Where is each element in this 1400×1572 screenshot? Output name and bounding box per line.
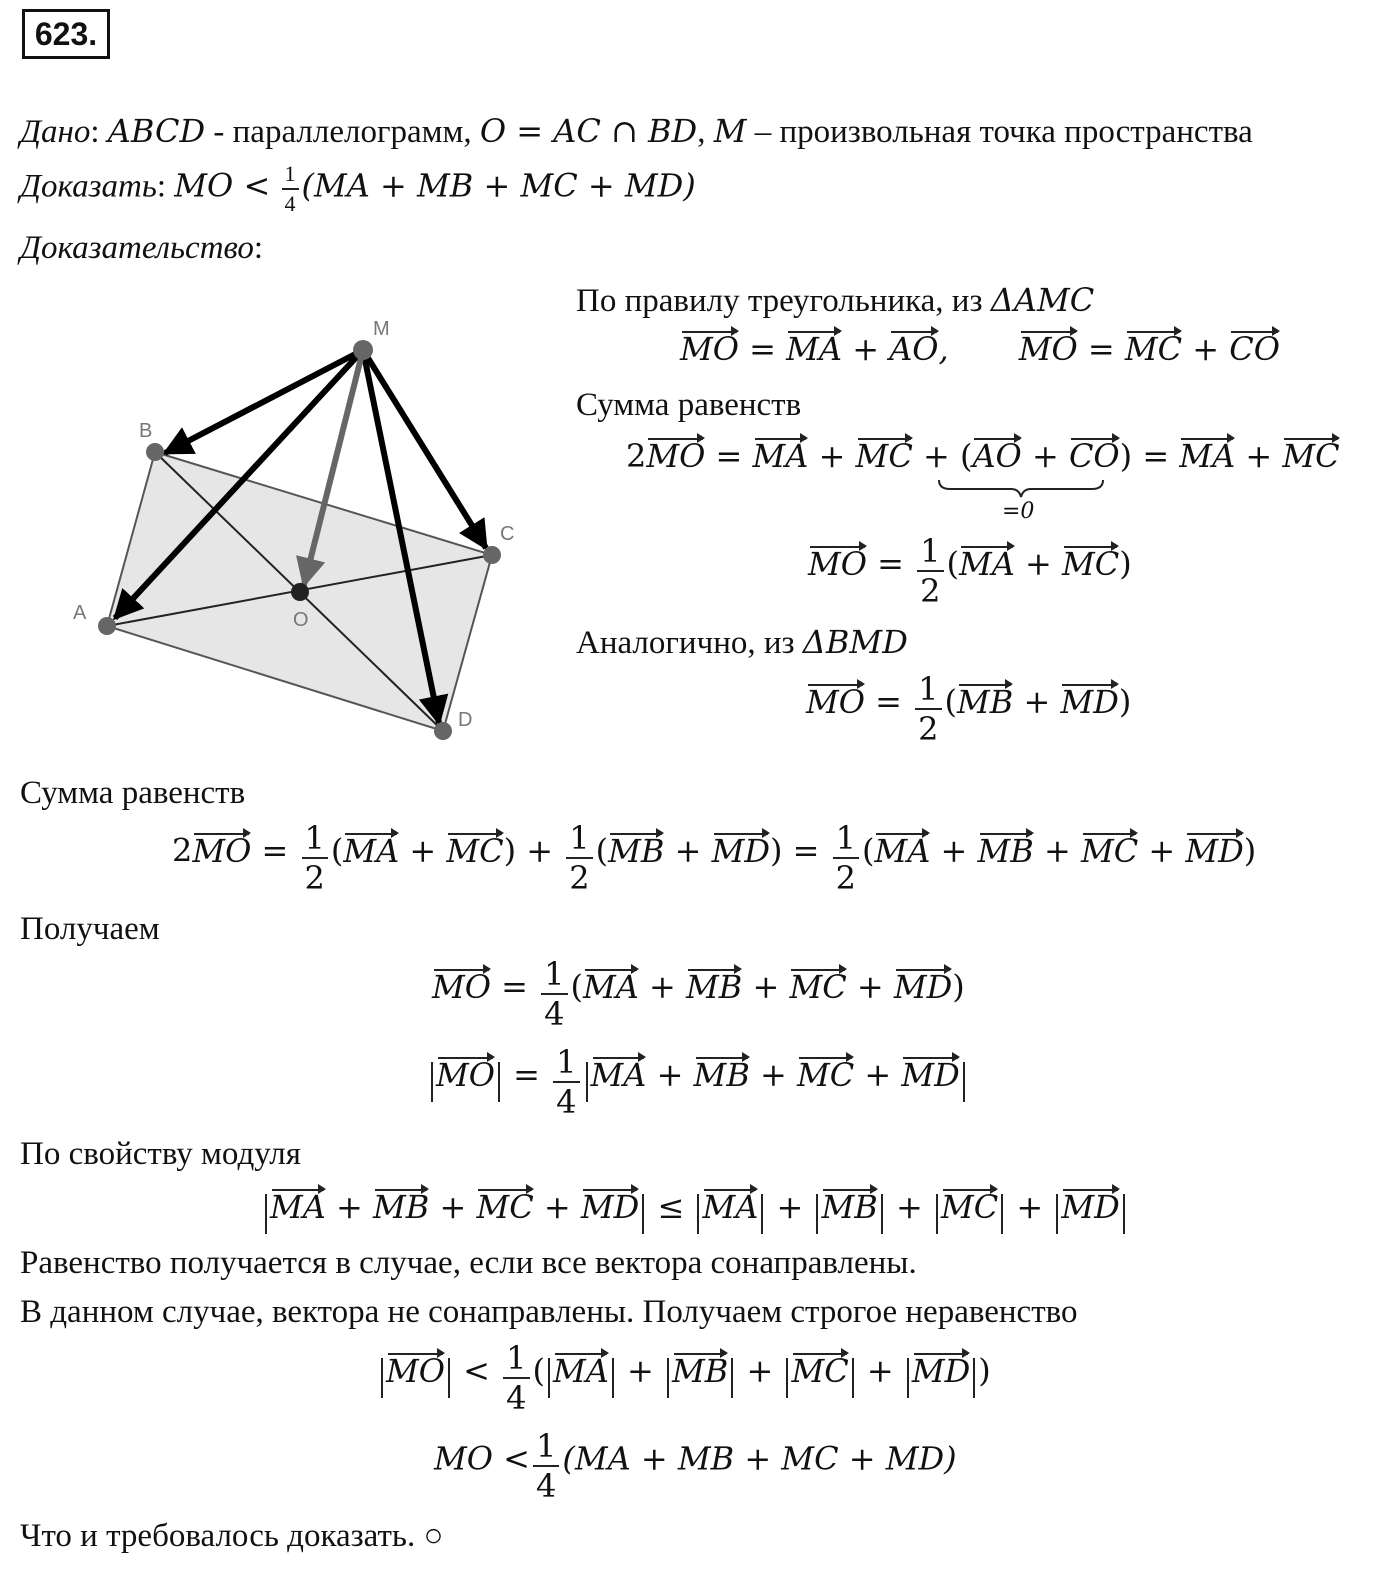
vec-mc-2: MC (855, 437, 913, 475)
plus-sign: + (885, 1188, 933, 1226)
abs-bar (612, 1358, 614, 1398)
left-paren: ( (946, 544, 959, 583)
le-sign: ≤ (647, 1188, 695, 1226)
coef-two: 2 (626, 437, 647, 475)
frac-den: 2 (920, 572, 941, 610)
sum-of-equalities-1: Сумма равенств (576, 387, 802, 423)
proof-colon: : (253, 230, 264, 266)
prove-frac-num: 1 (282, 163, 299, 190)
plus-sign: + (766, 1188, 814, 1226)
analogously-text: Аналогично, из (576, 625, 803, 661)
plus-sign: + (930, 831, 978, 870)
fraction-half (833, 819, 859, 897)
abs-bar (907, 1358, 909, 1398)
prove-fraction (282, 163, 299, 215)
right-paren: ) (1118, 682, 1132, 721)
vec-mo-7: MO (432, 967, 491, 1006)
frac-num: 1 (503, 1342, 529, 1379)
vec-mc-4: MC (1062, 544, 1120, 583)
abs-bar (852, 1358, 854, 1398)
right-paren: ) (978, 1351, 991, 1390)
label-d: D (458, 709, 473, 731)
fraction-quarter (533, 1427, 559, 1505)
problem-number: 623. (22, 9, 110, 59)
final-rhs: (MA + MB + MC + MD) (562, 1439, 957, 1478)
vec-mo-9: MO (386, 1351, 445, 1390)
left-paren: ( (570, 967, 583, 1006)
left-paren: ( (861, 831, 875, 870)
vec-md-6: MD (580, 1188, 640, 1226)
given-o-definition: O = AC ∩ BD (479, 112, 698, 150)
eq-sign: = (865, 682, 913, 721)
right-paren: ) (1119, 437, 1133, 475)
vec-mb-8: MB (672, 1351, 729, 1390)
frac-den: 2 (569, 859, 590, 897)
abs-bar (1056, 1194, 1058, 1234)
triangle-amc: ΔAMC (990, 281, 1095, 319)
vec-md-2: MD (711, 831, 770, 870)
point-b (146, 443, 164, 461)
plus-sign: + (664, 831, 712, 870)
eq-sign: = (739, 330, 787, 368)
vec-ma-9: MA (270, 1188, 326, 1226)
left-paren: ( (959, 437, 973, 475)
vec-mb-4: MB (686, 967, 743, 1006)
right-paren: ) (769, 831, 783, 870)
plus-sign: + (1014, 544, 1063, 583)
abs-bar (265, 1194, 267, 1234)
prove-colon: : (156, 168, 175, 205)
frac-num: 1 (915, 673, 941, 710)
plus-sign: + (742, 967, 790, 1006)
plus-sign: + (912, 437, 960, 475)
right-paren: ) (1119, 544, 1132, 583)
abs-bar (642, 1194, 644, 1234)
analogously-line (576, 623, 908, 662)
abs-bar (881, 1194, 883, 1234)
triangle-inequality (262, 1188, 1128, 1234)
vec-ma-2: MA (752, 437, 809, 475)
vec-mc-9: MC (476, 1188, 534, 1226)
fraction-quarter (541, 955, 567, 1033)
left-paren: ( (595, 831, 609, 870)
vec-mc-8: MC (796, 1055, 855, 1094)
plus-sign: + (399, 831, 447, 870)
vec-ma-6: MA (874, 831, 931, 870)
given-comma: , (697, 114, 714, 150)
abs-bar (761, 1194, 763, 1234)
triangle-equations (680, 330, 1280, 368)
label-a: A (73, 602, 87, 624)
vec-mb-5: MB (693, 1055, 750, 1094)
proof-label: Доказательство (20, 230, 254, 266)
label-m: M (373, 318, 390, 340)
frac-num: 1 (553, 1046, 579, 1083)
qed-line: Что и требовалось доказать. ○ (20, 1518, 444, 1554)
plus-sign: + (846, 967, 894, 1006)
right-paren: ) (503, 831, 517, 870)
vec-co-2: CO (1068, 437, 1120, 475)
modulus-property: По свойству модуля (20, 1136, 301, 1172)
given-rest: – произвольная точка пространства (746, 114, 1253, 150)
fraction-quarter (503, 1339, 529, 1417)
abs-bar (448, 1358, 450, 1398)
abs-bar (1123, 1194, 1125, 1234)
abs-bar (431, 1062, 433, 1102)
abs-bar (667, 1358, 669, 1398)
vec-mo-2: MO (1018, 330, 1078, 368)
vec-mc-6: MC (1080, 831, 1139, 870)
frac-den: 4 (556, 1083, 577, 1121)
vec-mb-1: MB (957, 682, 1014, 721)
frac-den: 4 (544, 995, 565, 1033)
mo-abs-quarter-sum (428, 1043, 968, 1121)
given-line (20, 112, 1253, 151)
plus-sign: + (749, 1055, 797, 1094)
given-parallelogram: - параллелограмм, (205, 114, 480, 150)
eq-sign: = (1077, 330, 1125, 368)
right-paren: ) (952, 967, 965, 1006)
triangle-rule-line (576, 281, 1094, 320)
fraction-quarter (553, 1043, 579, 1121)
vec-mo-8: MO (436, 1055, 495, 1094)
frac-num: 1 (566, 822, 592, 859)
vec-md-4: MD (893, 967, 953, 1006)
sum-equation-1 (626, 437, 1340, 475)
vec-md-8: MD (911, 1351, 971, 1390)
comma-sign: , (938, 330, 949, 368)
vec-mo-1: MO (680, 330, 739, 368)
plus-sign: + (325, 1188, 374, 1226)
vec-ma-5: MA (343, 831, 400, 870)
proof-heading (20, 230, 263, 267)
vec-ao-2: AO (972, 437, 1022, 475)
eq-sign: = (503, 1055, 551, 1094)
plus-sign: + (1235, 437, 1283, 475)
plus-sign: + (533, 1188, 581, 1226)
point-m (353, 340, 373, 360)
vec-ma-3: MA (1179, 437, 1236, 475)
left-paren: ( (532, 1351, 545, 1390)
abs-bar (381, 1358, 383, 1398)
frac-num: 1 (917, 535, 943, 572)
plus-sign: + (856, 1351, 904, 1390)
fraction-half (915, 670, 941, 748)
frac-den: 2 (835, 859, 856, 897)
abs-bar (963, 1062, 965, 1102)
zero-vector-label: =0 (1002, 499, 1035, 524)
point-a (98, 617, 116, 635)
frac-den: 2 (918, 710, 939, 748)
plus-sign: + (1033, 831, 1081, 870)
abs-bar (816, 1194, 818, 1234)
frac-den: 4 (506, 1379, 527, 1417)
vec-md-1: MD (1060, 682, 1119, 721)
vec-ma-4: MA (959, 544, 1015, 583)
underbrace (936, 478, 1106, 500)
abs-bar (548, 1358, 550, 1398)
abs-bar (586, 1062, 588, 1102)
label-o: O (293, 609, 309, 631)
mo-half-mb-md (806, 670, 1132, 748)
abs-bar (1001, 1194, 1003, 1234)
vec-mb-6: MB (373, 1188, 430, 1226)
vec-ma-8: MA (590, 1055, 647, 1094)
plus-sign: + (1021, 437, 1069, 475)
plus-sign: + (646, 1055, 694, 1094)
label-c: C (500, 523, 515, 545)
sum-of-equalities-2: Сумма равенств (20, 775, 246, 811)
strict-inequality-vectors (378, 1339, 991, 1417)
vec-mb-2: MB (608, 831, 665, 870)
vec-md-5: MD (901, 1055, 960, 1094)
vector-mb-arrow (165, 350, 363, 453)
eq-sign: = (1132, 437, 1180, 475)
abs-bar (498, 1062, 500, 1102)
fraction-half (566, 819, 592, 897)
sum-equation-2 (172, 819, 1257, 897)
eq-sign: = (867, 544, 915, 583)
vec-mc-7: MC (789, 967, 847, 1006)
eq-sign: = (705, 437, 753, 475)
frac-num: 1 (541, 958, 567, 995)
vec-mo-4: MO (808, 544, 867, 583)
vec-ao-1: AO (889, 330, 939, 368)
abs-bar (786, 1358, 788, 1398)
given-m: M (713, 112, 747, 150)
prove-lhs: MO < (174, 166, 271, 205)
prove-frac-den: 4 (284, 191, 296, 216)
mo-half-ma-mc (808, 532, 1132, 610)
abs-bar (697, 1194, 699, 1234)
point-d (434, 722, 452, 740)
vec-mc-3: MC (1282, 437, 1340, 475)
fraction-half (917, 532, 943, 610)
eq-sign: = (782, 831, 830, 870)
equality-case: Равенство получается в случае, если все вектора сонаправлены. (20, 1245, 917, 1281)
prove-rhs: (MA + MB + MC + MD) (301, 166, 696, 205)
vec-mc-10: MC (940, 1188, 999, 1226)
eq-sign: = (491, 967, 539, 1006)
vec-mo-3: MO (646, 437, 706, 475)
coef-two: 2 (172, 831, 193, 870)
plus-sign: + (842, 330, 890, 368)
vec-co-1: CO (1229, 330, 1280, 368)
plus-sign: + (516, 831, 564, 870)
left-paren: ( (330, 831, 344, 870)
right-paren: ) (1243, 831, 1257, 870)
vec-mc-11: MC (791, 1351, 849, 1390)
plus-sign: + (429, 1188, 477, 1226)
plus-sign: + (616, 1351, 665, 1390)
plus-sign: + (808, 437, 856, 475)
prove-label: Доказать (20, 168, 157, 205)
given-colon: : (90, 114, 100, 150)
given-abcd: ABCD (107, 112, 206, 150)
prove-line (20, 163, 696, 215)
vec-mo-6: MO (192, 831, 252, 870)
point-c (483, 546, 501, 564)
vec-ma-7: MA (583, 967, 639, 1006)
label-b: B (139, 420, 153, 442)
frac-num: 1 (833, 822, 859, 859)
left-paren: ( (944, 682, 957, 721)
eq-sign: = (251, 831, 299, 870)
plus-sign: + (1013, 682, 1061, 721)
plus-sign: + (1006, 1188, 1054, 1226)
we-get-1: Получаем (20, 911, 160, 947)
plus-sign: + (736, 1351, 784, 1390)
abs-bar (731, 1358, 733, 1398)
vec-mc-5: MC (446, 831, 504, 870)
not-codirected: В данном случае, вектора не сонаправлены. Получаем строгое неравенство (20, 1294, 1078, 1330)
mo-quarter-sum (432, 955, 965, 1033)
vec-ma-1: MA (786, 330, 843, 368)
plus-sign: + (1138, 831, 1186, 870)
final-inequality (434, 1427, 957, 1505)
abs-bar (936, 1194, 938, 1234)
vec-mc-1: MC (1124, 330, 1183, 368)
vec-mb-3: MB (977, 831, 1034, 870)
parallelogram-pyramid-figure (60, 305, 530, 755)
triangle-bmd: ΔBMD (802, 623, 908, 661)
point-o (291, 583, 309, 601)
vec-md-7: MD (1061, 1188, 1120, 1226)
triangle-rule-text: По правилу треугольника, из (576, 283, 991, 319)
frac-num: 1 (302, 822, 328, 859)
vec-mb-7: MB (821, 1188, 878, 1226)
plus-sign: + (1182, 330, 1230, 368)
frac-den: 4 (535, 1467, 557, 1505)
plus-sign: + (638, 967, 687, 1006)
vec-mo-5: MO (806, 682, 865, 721)
frac-num: 1 (533, 1430, 559, 1467)
abs-bar (973, 1358, 975, 1398)
final-lhs: MO < (434, 1439, 530, 1478)
given-label: Дано (20, 114, 91, 150)
fraction-half (302, 819, 328, 897)
vec-ma-11: MA (553, 1351, 609, 1390)
vec-md-3: MD (1185, 831, 1244, 870)
frac-den: 2 (304, 859, 325, 897)
plus-sign: + (854, 1055, 902, 1094)
lt-sign: < (453, 1351, 501, 1390)
vec-ma-10: MA (702, 1188, 759, 1226)
